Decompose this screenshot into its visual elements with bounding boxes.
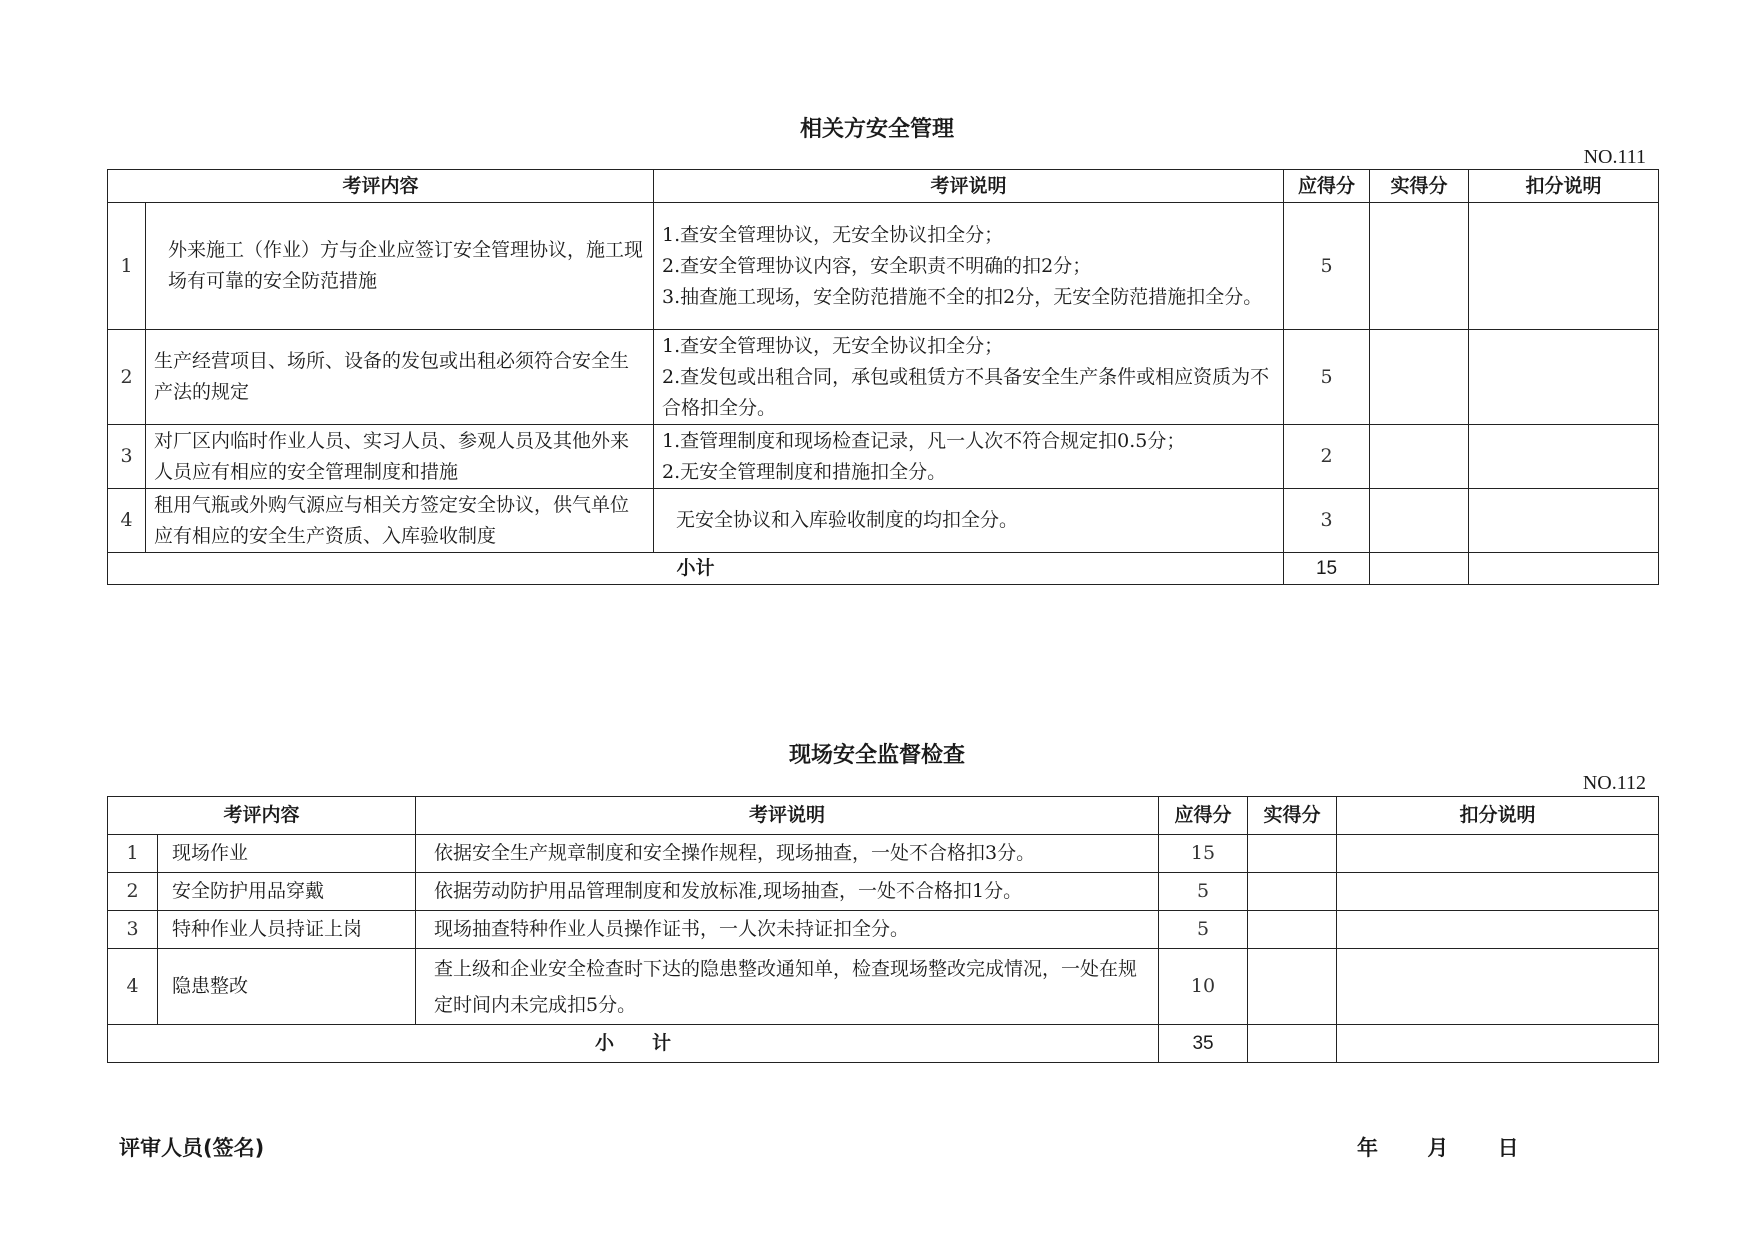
header-content: 考评内容	[108, 170, 654, 203]
date-field	[1357, 1132, 1561, 1162]
row-number: 4	[108, 949, 158, 1025]
section1-table	[107, 169, 1659, 585]
row-number: 2	[108, 873, 158, 911]
row-content: 租用气瓶或外购气源应与相关方签定安全协议，供气单位应有相应的安全生产资质、入库验收制度	[146, 489, 654, 553]
row-actual-score[interactable]	[1248, 835, 1337, 873]
row-deduct-note[interactable]	[1337, 835, 1659, 873]
header-should-score: 应得分	[1159, 797, 1248, 835]
row-explain: 依据劳动防护用品管理制度和发放标准,现场抽查，一处不合格扣1分。	[416, 873, 1159, 911]
subtotal-actual-score[interactable]	[1370, 553, 1469, 585]
row-explain: 依据安全生产规章制度和安全操作规程，现场抽查，一处不合格扣3分。	[416, 835, 1159, 873]
header-explain: 考评说明	[416, 797, 1159, 835]
row-content: 生产经营项目、场所、设备的发包或出租必须符合安全生产法的规定	[146, 330, 654, 425]
row-score: 10	[1159, 949, 1248, 1025]
row-explain: 现场抽查特种作业人员操作证书，一人次未持证扣全分。	[416, 911, 1159, 949]
subtotal-deduct-note[interactable]	[1469, 553, 1659, 585]
row-content: 特种作业人员持证上岗	[158, 911, 416, 949]
row-number: 1	[108, 835, 158, 873]
signer-label: 评审人员(签名)	[119, 1136, 265, 1160]
header-actual-score: 实得分	[1370, 170, 1469, 203]
row-actual-score[interactable]	[1248, 949, 1337, 1025]
row-deduct-note[interactable]	[1337, 949, 1659, 1025]
table-header-row	[108, 170, 1659, 203]
subtotal-row	[108, 1025, 1659, 1063]
table-header-row	[108, 797, 1659, 835]
year-label: 年	[1357, 1136, 1378, 1160]
row-explain: 查上级和企业安全检查时下达的隐患整改通知单，检查现场整改完成情况，一处在规定时间内未完成扣5分。	[416, 949, 1159, 1025]
header-deduct-note: 扣分说明	[1469, 170, 1659, 203]
row-actual-score[interactable]	[1248, 873, 1337, 911]
row-deduct-note[interactable]	[1337, 911, 1659, 949]
table-row	[108, 949, 1659, 1025]
row-deduct-note[interactable]	[1469, 203, 1659, 330]
row-number: 3	[108, 425, 146, 489]
header-actual-score: 实得分	[1248, 797, 1337, 835]
row-content: 安全防护用品穿戴	[158, 873, 416, 911]
row-number: 4	[108, 489, 146, 553]
row-deduct-note[interactable]	[1469, 425, 1659, 489]
section2-table	[107, 796, 1659, 1063]
row-deduct-note[interactable]	[1337, 873, 1659, 911]
row-score: 15	[1159, 835, 1248, 873]
table-row	[108, 873, 1659, 911]
row-deduct-note[interactable]	[1469, 489, 1659, 553]
header-content: 考评内容	[108, 797, 416, 835]
row-score: 3	[1284, 489, 1370, 553]
row-explain: 1.查管理制度和现场检查记录，凡一人次不符合规定扣0.5分； 2.无安全管理制度和措施扣全分。	[654, 425, 1284, 489]
row-score: 5	[1159, 873, 1248, 911]
row-score: 5	[1284, 203, 1370, 330]
row-score: 5	[1284, 330, 1370, 425]
subtotal-row	[108, 553, 1659, 585]
section1-title: 相关方安全管理	[799, 117, 954, 142]
subtotal-label: 小 计	[108, 1025, 1159, 1063]
row-actual-score[interactable]	[1370, 203, 1469, 330]
row-deduct-note[interactable]	[1469, 330, 1659, 425]
row-explain: 无安全协议和入库验收制度的均扣全分。	[654, 489, 1284, 553]
table-row	[108, 835, 1659, 873]
section1-number: NO.111	[1583, 146, 1646, 168]
row-content: 现场作业	[158, 835, 416, 873]
subtotal-actual-score[interactable]	[1248, 1025, 1337, 1063]
row-actual-score[interactable]	[1370, 330, 1469, 425]
row-number: 2	[108, 330, 146, 425]
table-row	[108, 489, 1659, 553]
row-actual-score[interactable]	[1370, 489, 1469, 553]
subtotal-deduct-note[interactable]	[1337, 1025, 1659, 1063]
day-label: 日	[1497, 1136, 1519, 1160]
header-should-score: 应得分	[1284, 170, 1370, 203]
table-row	[108, 330, 1659, 425]
table-row	[108, 425, 1659, 489]
subtotal-score: 35	[1159, 1025, 1248, 1063]
row-number: 3	[108, 911, 158, 949]
section2-title: 现场安全监督检查	[788, 743, 965, 768]
header-explain: 考评说明	[654, 170, 1284, 203]
section2-number: NO.112	[1582, 772, 1646, 794]
row-content: 对厂区内临时作业人员、实习人员、参观人员及其他外来人员应有相应的安全管理制度和措施	[146, 425, 654, 489]
row-score: 2	[1284, 425, 1370, 489]
table-row	[108, 911, 1659, 949]
month-label: 月	[1427, 1136, 1449, 1160]
row-content: 隐患整改	[158, 949, 416, 1025]
subtotal-label: 小计	[108, 553, 1284, 585]
row-actual-score[interactable]	[1248, 911, 1337, 949]
row-explain: 1.查安全管理协议，无安全协议扣全分； 2.查安全管理协议内容，安全职责不明确的扣2分； 3.抽查施工现场，安全防范措施不全的扣2分，无安全防范措施扣全分。	[654, 203, 1284, 330]
row-score: 5	[1159, 911, 1248, 949]
row-actual-score[interactable]	[1370, 425, 1469, 489]
header-deduct-note: 扣分说明	[1337, 797, 1659, 835]
row-content: 外来施工（作业）方与企业应签订安全管理协议，施工现场有可靠的安全防范措施	[146, 203, 654, 330]
row-number: 1	[108, 203, 146, 330]
row-explain: 1.查安全管理协议，无安全协议扣全分； 2.查发包或出租合同，承包或租赁方不具备安全生产条件或相应资质为不合格扣全分。	[654, 330, 1284, 425]
table-row	[108, 203, 1659, 330]
subtotal-score: 15	[1284, 553, 1370, 585]
